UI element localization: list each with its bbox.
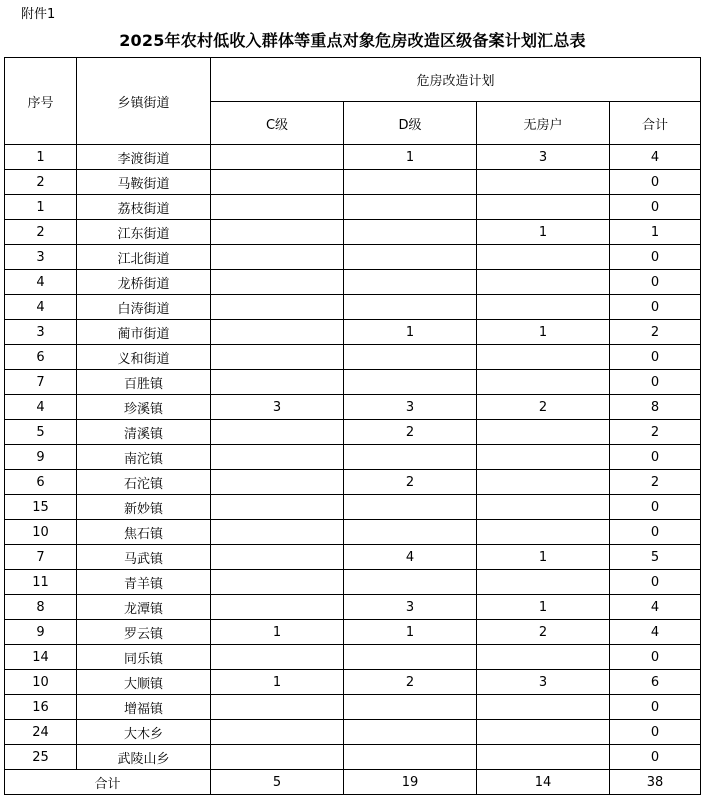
- table-footer: [5, 770, 701, 795]
- cell-index: 9: [5, 620, 77, 645]
- cell-no-house: [477, 470, 610, 495]
- cell-no-house: [477, 520, 610, 545]
- total-d-level: 19: [344, 770, 477, 795]
- cell-no-house: [477, 645, 610, 670]
- cell-no-house: 1: [477, 220, 610, 245]
- cell-c-level: [211, 345, 344, 370]
- cell-c-level: [211, 720, 344, 745]
- cell-c-level: 3: [211, 395, 344, 420]
- cell-d-level: 4: [344, 545, 477, 570]
- cell-index: 4: [5, 270, 77, 295]
- cell-no-house: [477, 420, 610, 445]
- table-body: [5, 145, 701, 770]
- cell-total: 0: [610, 745, 701, 770]
- header-total: 合计: [610, 102, 701, 145]
- cell-no-house: 1: [477, 545, 610, 570]
- cell-d-level: [344, 195, 477, 220]
- cell-town: 珍溪镇: [77, 395, 211, 420]
- header-renovation-plan: 危房改造计划: [211, 58, 701, 102]
- table-row: [5, 445, 701, 470]
- cell-index: 10: [5, 670, 77, 695]
- cell-total: 5: [610, 545, 701, 570]
- cell-c-level: 1: [211, 670, 344, 695]
- table-row: [5, 195, 701, 220]
- table-row: [5, 320, 701, 345]
- cell-total: 4: [610, 145, 701, 170]
- cell-total: 8: [610, 395, 701, 420]
- cell-town: 江北街道: [77, 245, 211, 270]
- cell-c-level: [211, 445, 344, 470]
- cell-total: 0: [610, 345, 701, 370]
- cell-town: 大顺镇: [77, 670, 211, 695]
- cell-town: 石沱镇: [77, 470, 211, 495]
- cell-d-level: 2: [344, 670, 477, 695]
- cell-total: 0: [610, 720, 701, 745]
- cell-d-level: [344, 245, 477, 270]
- cell-index: 24: [5, 720, 77, 745]
- cell-index: 10: [5, 520, 77, 545]
- cell-c-level: [211, 545, 344, 570]
- cell-no-house: 1: [477, 595, 610, 620]
- cell-d-level: [344, 520, 477, 545]
- cell-town: 新妙镇: [77, 495, 211, 520]
- table-row: [5, 745, 701, 770]
- table-row: [5, 245, 701, 270]
- table-row: [5, 695, 701, 720]
- cell-no-house: [477, 345, 610, 370]
- cell-d-level: [344, 695, 477, 720]
- cell-town: 青羊镇: [77, 570, 211, 595]
- cell-no-house: 2: [477, 395, 610, 420]
- cell-town: 清溪镇: [77, 420, 211, 445]
- cell-no-house: [477, 570, 610, 595]
- table-row: [5, 345, 701, 370]
- cell-d-level: 3: [344, 595, 477, 620]
- table-row: [5, 545, 701, 570]
- cell-total: 0: [610, 295, 701, 320]
- cell-total: 0: [610, 370, 701, 395]
- cell-total: 2: [610, 420, 701, 445]
- header-no-house: 无房户: [477, 102, 610, 145]
- table-row: [5, 620, 701, 645]
- cell-town: 同乐镇: [77, 645, 211, 670]
- table-row: [5, 370, 701, 395]
- cell-d-level: [344, 720, 477, 745]
- cell-d-level: [344, 745, 477, 770]
- cell-town: 荔枝街道: [77, 195, 211, 220]
- cell-town: 百胜镇: [77, 370, 211, 395]
- cell-index: 25: [5, 745, 77, 770]
- cell-index: 1: [5, 145, 77, 170]
- table-row: [5, 670, 701, 695]
- cell-no-house: [477, 720, 610, 745]
- table-row: [5, 570, 701, 595]
- cell-d-level: [344, 295, 477, 320]
- cell-c-level: [211, 420, 344, 445]
- table-row: [5, 720, 701, 745]
- table-row: [5, 420, 701, 445]
- cell-index: 2: [5, 170, 77, 195]
- cell-d-level: [344, 370, 477, 395]
- total-label: 合计: [5, 770, 211, 795]
- table-row: [5, 270, 701, 295]
- total-row: [5, 770, 701, 795]
- cell-d-level: 3: [344, 395, 477, 420]
- cell-town: 蔺市街道: [77, 320, 211, 345]
- table-row: [5, 145, 701, 170]
- cell-total: 1: [610, 220, 701, 245]
- table-row: [5, 520, 701, 545]
- cell-total: 0: [610, 445, 701, 470]
- cell-d-level: [344, 345, 477, 370]
- cell-d-level: [344, 220, 477, 245]
- cell-index: 5: [5, 420, 77, 445]
- cell-index: 4: [5, 395, 77, 420]
- cell-no-house: [477, 370, 610, 395]
- cell-c-level: [211, 595, 344, 620]
- cell-total: 0: [610, 195, 701, 220]
- header-c-level: C级: [211, 102, 344, 145]
- header-index: 序号: [5, 58, 77, 145]
- cell-c-level: 1: [211, 620, 344, 645]
- cell-town: 南沱镇: [77, 445, 211, 470]
- cell-total: 0: [610, 245, 701, 270]
- cell-d-level: 2: [344, 420, 477, 445]
- table-row: [5, 170, 701, 195]
- cell-d-level: [344, 445, 477, 470]
- cell-total: 2: [610, 320, 701, 345]
- cell-town: 焦石镇: [77, 520, 211, 545]
- cell-total: 4: [610, 620, 701, 645]
- total-no-house: 14: [477, 770, 610, 795]
- cell-c-level: [211, 645, 344, 670]
- cell-town: 马鞍街道: [77, 170, 211, 195]
- cell-index: 4: [5, 295, 77, 320]
- cell-index: 11: [5, 570, 77, 595]
- cell-d-level: 1: [344, 145, 477, 170]
- cell-c-level: [211, 145, 344, 170]
- cell-no-house: 1: [477, 320, 610, 345]
- cell-index: 15: [5, 495, 77, 520]
- cell-no-house: [477, 245, 610, 270]
- cell-c-level: [211, 570, 344, 595]
- cell-town: 罗云镇: [77, 620, 211, 645]
- cell-total: 0: [610, 520, 701, 545]
- cell-town: 武陵山乡: [77, 745, 211, 770]
- cell-c-level: [211, 495, 344, 520]
- cell-c-level: [211, 295, 344, 320]
- cell-d-level: [344, 270, 477, 295]
- table-row: [5, 295, 701, 320]
- cell-c-level: [211, 520, 344, 545]
- total-sum: 38: [610, 770, 701, 795]
- cell-d-level: [344, 570, 477, 595]
- header-town: 乡镇街道: [77, 58, 211, 145]
- cell-index: 16: [5, 695, 77, 720]
- cell-index: 3: [5, 320, 77, 345]
- cell-town: 李渡街道: [77, 145, 211, 170]
- cell-total: 0: [610, 170, 701, 195]
- cell-no-house: [477, 170, 610, 195]
- table-row: [5, 220, 701, 245]
- cell-town: 龙潭镇: [77, 595, 211, 620]
- plan-summary-table: [4, 57, 701, 795]
- cell-town: 增福镇: [77, 695, 211, 720]
- cell-c-level: [211, 370, 344, 395]
- cell-no-house: 2: [477, 620, 610, 645]
- cell-c-level: [211, 195, 344, 220]
- cell-town: 龙桥街道: [77, 270, 211, 295]
- table-row: [5, 470, 701, 495]
- cell-no-house: [477, 295, 610, 320]
- cell-total: 4: [610, 595, 701, 620]
- cell-no-house: [477, 745, 610, 770]
- cell-total: 6: [610, 670, 701, 695]
- attachment-label: 附件1: [21, 7, 56, 22]
- cell-no-house: [477, 270, 610, 295]
- cell-town: 江东街道: [77, 220, 211, 245]
- cell-no-house: [477, 195, 610, 220]
- cell-total: 0: [610, 570, 701, 595]
- cell-c-level: [211, 245, 344, 270]
- cell-total: 0: [610, 645, 701, 670]
- cell-index: 3: [5, 245, 77, 270]
- table-row: [5, 645, 701, 670]
- cell-index: 6: [5, 345, 77, 370]
- cell-town: 义和街道: [77, 345, 211, 370]
- cell-c-level: [211, 470, 344, 495]
- cell-town: 马武镇: [77, 545, 211, 570]
- cell-no-house: 3: [477, 670, 610, 695]
- cell-d-level: [344, 645, 477, 670]
- cell-no-house: 3: [477, 145, 610, 170]
- table-row: [5, 395, 701, 420]
- cell-d-level: [344, 495, 477, 520]
- cell-c-level: [211, 270, 344, 295]
- cell-d-level: 1: [344, 620, 477, 645]
- cell-d-level: 1: [344, 320, 477, 345]
- cell-c-level: [211, 220, 344, 245]
- cell-d-level: 2: [344, 470, 477, 495]
- cell-index: 14: [5, 645, 77, 670]
- cell-total: 2: [610, 470, 701, 495]
- cell-c-level: [211, 170, 344, 195]
- table-row: [5, 595, 701, 620]
- cell-total: 0: [610, 695, 701, 720]
- table-header: [5, 58, 701, 145]
- cell-index: 7: [5, 370, 77, 395]
- total-c-level: 5: [211, 770, 344, 795]
- cell-no-house: [477, 695, 610, 720]
- cell-index: 8: [5, 595, 77, 620]
- cell-town: 白涛街道: [77, 295, 211, 320]
- table-row: [5, 495, 701, 520]
- cell-index: 9: [5, 445, 77, 470]
- cell-index: 2: [5, 220, 77, 245]
- cell-d-level: [344, 170, 477, 195]
- cell-town: 大木乡: [77, 720, 211, 745]
- header-d-level: D级: [344, 102, 477, 145]
- cell-index: 7: [5, 545, 77, 570]
- cell-no-house: [477, 445, 610, 470]
- cell-index: 1: [5, 195, 77, 220]
- cell-c-level: [211, 320, 344, 345]
- cell-total: 0: [610, 270, 701, 295]
- cell-c-level: [211, 695, 344, 720]
- cell-c-level: [211, 745, 344, 770]
- cell-total: 0: [610, 495, 701, 520]
- page-title: 2025年农村低收入群体等重点对象危房改造区级备案计划汇总表: [119, 31, 586, 50]
- cell-index: 6: [5, 470, 77, 495]
- cell-no-house: [477, 495, 610, 520]
